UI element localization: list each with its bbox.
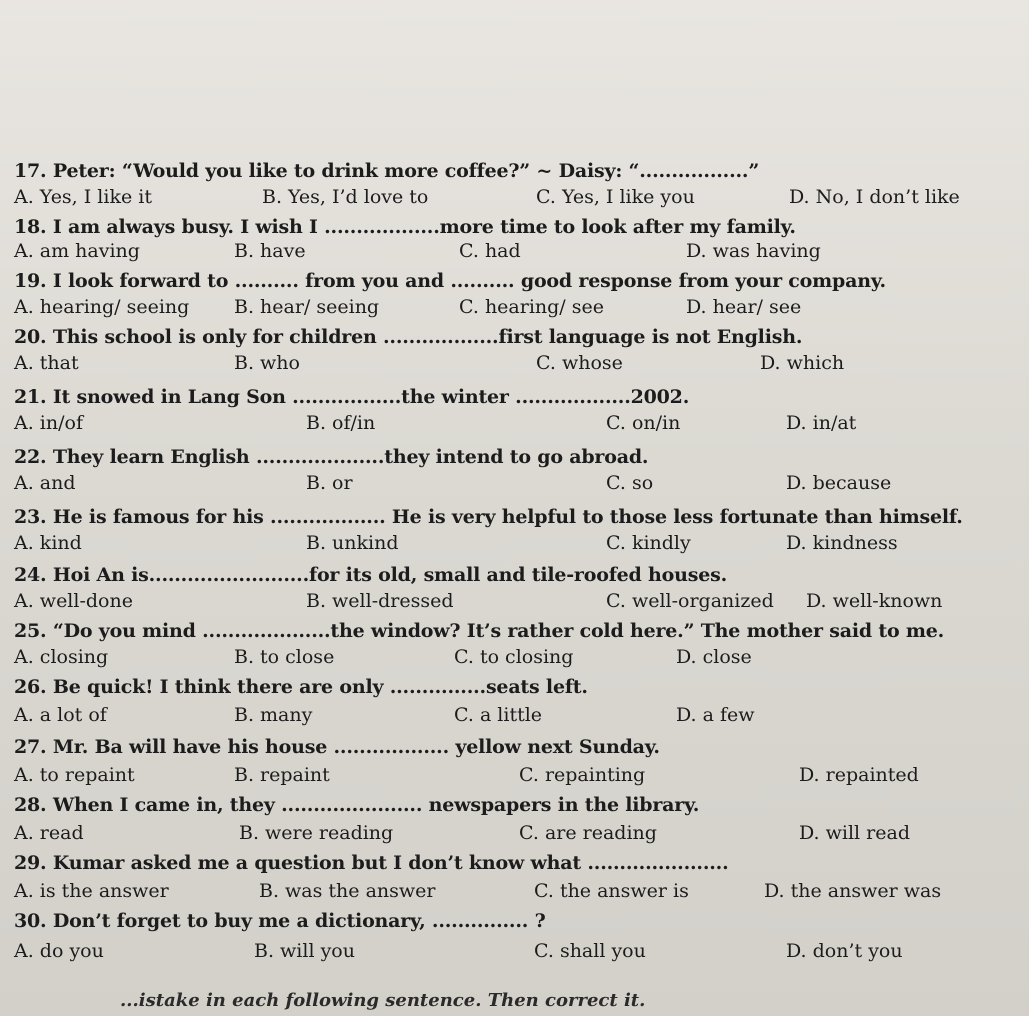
question-30: 30. Don’t forget to buy me a dictionary, ............... ? [14,910,546,932]
option-c: C. a little [454,704,543,726]
options-27 [14,764,1014,790]
question-23: 23. He is famous for his .................. He is very helpful to those less fortunate than himself. [14,506,963,528]
option-a: A. to repaint [14,764,135,786]
option-b: B. to close [234,646,335,668]
option-a: A. do you [14,940,104,962]
option-d: D. a few [676,704,755,726]
option-a: A. is the answer [14,880,169,902]
option-b: B. hear/ seeing [234,296,380,318]
option-b: B. Yes, I’d love to [262,186,429,208]
options-17 [14,186,1014,212]
option-b: B. have [234,240,306,262]
option-b: B. was the answer [259,880,436,902]
option-d: D. which [760,352,845,374]
option-b: B. repaint [234,764,330,786]
option-d: D. well-known [806,590,943,612]
option-a: A. am having [14,240,140,262]
question-19: 19. I look forward to .......... from you and .......... good response from your company. [14,270,886,292]
options-21 [14,412,1014,438]
option-c: C. are reading [519,822,657,844]
option-a: A. read [14,822,84,844]
option-d: D. hear/ see [686,296,802,318]
next-section-instruction: ...istake in each following sentence. Then correct it. [120,990,646,1011]
option-a: A. that [14,352,79,374]
option-d: D. was having [686,240,821,262]
option-c: C. to closing [454,646,574,668]
option-a: A. hearing/ seeing [14,296,190,318]
question-24: 24. Hoi An is.........................for its old, small and tile-roofed houses. [14,564,728,586]
option-c: C. whose [536,352,623,374]
option-b: B. many [234,704,313,726]
option-c: C. hearing/ see [459,296,604,318]
option-a: A. in/of [14,412,83,434]
option-d: D. because [786,472,892,494]
question-27: 27. Mr. Ba will have his house .................. yellow next Sunday. [14,736,660,758]
option-c: C. Yes, I like you [536,186,695,208]
option-d: D. close [676,646,752,668]
option-d: D. will read [799,822,910,844]
option-a: A. kind [14,532,82,554]
question-22: 22. They learn English ....................they intend to go abroad. [14,446,649,468]
option-a: A. a lot of [14,704,107,726]
options-22 [14,472,1014,498]
question-29: 29. Kumar asked me a question but I don’t know what ...................... [14,852,729,874]
question-25: 25. “Do you mind ....................the window? It’s rather cold here.” The mother said to me. [14,620,945,642]
option-c: C. well-organized [606,590,774,612]
option-c: C. repainting [519,764,646,786]
question-26: 26. Be quick! I think there are only ...............seats left. [14,676,588,698]
question-18: 18. I am always busy. I wish I ..................more time to look after my family. [14,216,796,238]
option-d: D. in/at [786,412,857,434]
option-d: D. No, I don’t like [789,186,960,208]
option-c: C. so [606,472,654,494]
option-d: D. kindness [786,532,898,554]
option-c: C. had [459,240,521,262]
option-b: B. or [306,472,353,494]
option-b: B. well-dressed [306,590,454,612]
options-29 [14,880,1014,906]
option-c: C. kindly [606,532,691,554]
option-b: B. will you [254,940,355,962]
options-23 [14,532,1014,558]
question-21: 21. It snowed in Lang Son .................the winter ..................2002. [14,386,690,408]
option-a: A. Yes, I like it [14,186,152,208]
option-d: D. repainted [799,764,919,786]
option-c: C. the answer is [534,880,689,902]
question-28: 28. When I came in, they ...................... newspapers in the library. [14,794,700,816]
options-26 [14,704,1014,730]
options-19 [14,296,1014,322]
option-d: D. the answer was [764,880,942,902]
option-d: D. don’t you [786,940,903,962]
options-28 [14,822,1014,848]
options-30 [14,940,1014,966]
option-b: B. of/in [306,412,376,434]
option-a: A. well-done [14,590,133,612]
option-b: B. who [234,352,300,374]
option-a: A. closing [14,646,109,668]
option-b: B. unkind [306,532,399,554]
options-18 [14,240,1014,266]
options-25 [14,646,1014,672]
option-b: B. were reading [239,822,394,844]
option-a: A. and [14,472,76,494]
option-c: C. on/in [606,412,681,434]
options-20 [14,352,1014,378]
options-24 [14,590,1014,616]
question-20: 20. This school is only for children ..................first language is not English. [14,326,803,348]
option-c: C. shall you [534,940,646,962]
question-17: 17. Peter: “Would you like to drink more coffee?” ~ Daisy: “.................” [14,160,760,182]
